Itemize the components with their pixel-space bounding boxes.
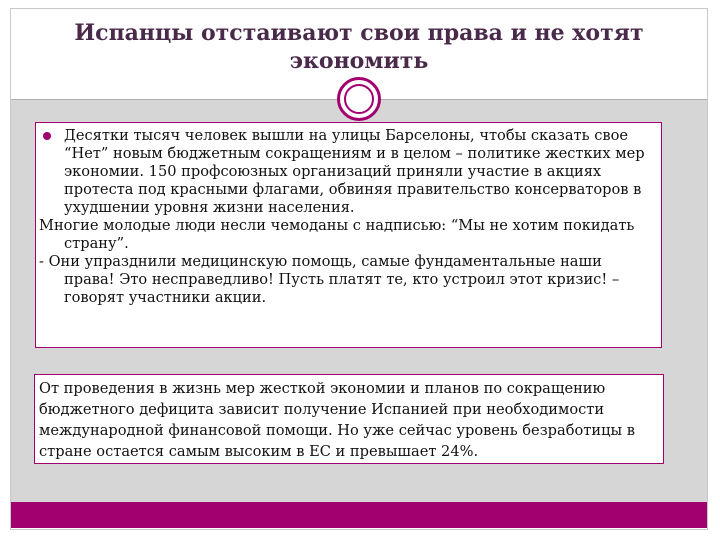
summary-text-box [34,374,664,464]
paragraph-quote: - Они упразднили медицинскую помощь, самые фундаментальные наши права! Это несправедливо! Пусть платят те, кто устроил этот кризис! – говорят участники акции. [39,253,620,306]
ring-inner-circle [344,84,374,114]
paragraph-suitcases: Многие молодые люди несли чемоданы с надписью: “Мы не хотим покидать страну”. [39,217,635,252]
bullet-paragraph-text: Десятки тысяч человек вышли на улицы Барселоны, чтобы сказать свое “Нет” новым бюджетным сокращениям и в целом – политике жестких мер экономии. 150 профсоюзных организаций приняли участие в акциях протеста под красными флагами, обвиняя правительство консерваторов в ухудшении уровня жизни населения. [64,127,645,216]
summary-paragraph: От проведения в жизнь мер жесткой экономии и планов по сокращению бюджетного дефицита зависит получение Испанией при необходимости международной финансовой помощи. Но уже сейчас уровень безработицы в стране остается самым высоким в ЕС и превышает 24%. [39,380,635,460]
ring-icon [337,77,381,121]
bullet-icon [43,132,51,140]
bullet-paragraph [39,127,655,217]
bottom-accent-bar [11,502,707,528]
main-text-box [35,122,662,348]
slide-title: Испанцы отстаивают свои права и не хотят экономить [74,20,644,74]
